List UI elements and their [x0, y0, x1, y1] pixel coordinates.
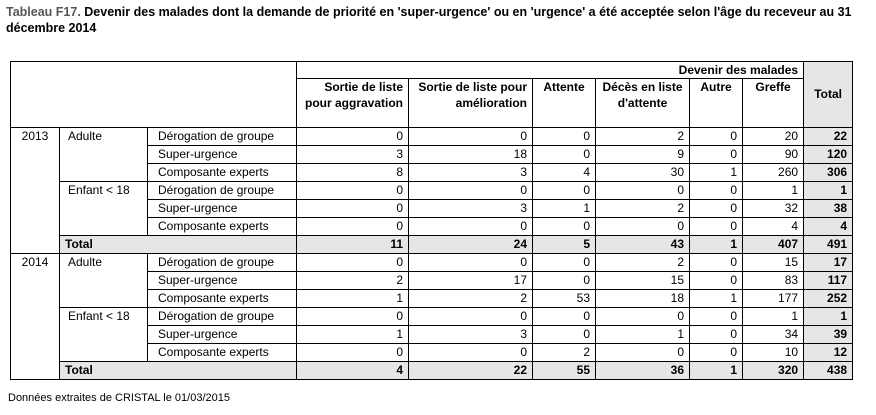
value-cell: 17 [409, 272, 533, 290]
value-cell: 1 [690, 164, 743, 182]
total-value-cell: 24 [409, 236, 533, 254]
value-cell: 0 [409, 128, 533, 146]
value-cell: 4 [743, 218, 804, 236]
grand-total-cell: 491 [804, 236, 853, 254]
row-label: Super-urgence [148, 200, 297, 218]
value-cell: 1 [297, 290, 409, 308]
row-total-cell: 4 [804, 218, 853, 236]
value-cell: 0 [690, 308, 743, 326]
table-caption: Devenir des malades dont la demande de priorité en 'super-urgence' ou en 'urgence' a été acceptée selon l'âge du receveur au 31 décembre 2014 [6, 5, 852, 35]
value-cell: 1 [596, 326, 690, 344]
row-label: Dérogation de groupe [148, 308, 297, 326]
value-cell: 0 [533, 218, 596, 236]
value-cell: 1 [533, 200, 596, 218]
row-label: Dérogation de groupe [148, 128, 297, 146]
total-value-cell: 5 [533, 236, 596, 254]
row-total-cell: 1 [804, 308, 853, 326]
row-label: Composante experts [148, 164, 297, 182]
row-total-cell: 120 [804, 146, 853, 164]
value-cell: 1 [743, 308, 804, 326]
age-group-cell: Adulte [60, 254, 148, 308]
section-total-row [11, 362, 853, 380]
total-value-cell: 1 [690, 236, 743, 254]
value-cell: 1 [743, 182, 804, 200]
row-total-cell: 17 [804, 254, 853, 272]
row-total-cell: 39 [804, 326, 853, 344]
row-total-cell: 12 [804, 344, 853, 362]
value-cell: 0 [690, 272, 743, 290]
value-cell: 8 [297, 164, 409, 182]
source-note: Données extraites de CRISTAL le 01/03/2015 [8, 392, 230, 404]
header-column: Sortie de liste pour amélioration [409, 79, 533, 128]
value-cell: 0 [297, 344, 409, 362]
grand-total-cell: 438 [804, 362, 853, 380]
row-label: Super-urgence [148, 326, 297, 344]
value-cell: 18 [596, 290, 690, 308]
value-cell: 2 [533, 344, 596, 362]
row-label: Composante experts [148, 290, 297, 308]
value-cell: 0 [409, 182, 533, 200]
value-cell: 32 [743, 200, 804, 218]
value-cell: 15 [743, 254, 804, 272]
table-row [11, 308, 853, 326]
data-table [10, 61, 853, 380]
header-column: Sortie de liste pour aggravation [297, 79, 409, 128]
value-cell: 0 [533, 254, 596, 272]
value-cell: 3 [409, 164, 533, 182]
total-value-cell: 36 [596, 362, 690, 380]
value-cell: 90 [743, 146, 804, 164]
value-cell: 1 [690, 290, 743, 308]
value-cell: 0 [690, 182, 743, 200]
value-cell: 0 [297, 218, 409, 236]
value-cell: 0 [596, 308, 690, 326]
value-cell: 3 [297, 146, 409, 164]
value-cell: 0 [690, 344, 743, 362]
value-cell: 0 [596, 218, 690, 236]
value-cell: 83 [743, 272, 804, 290]
value-cell: 0 [533, 128, 596, 146]
value-cell: 18 [409, 146, 533, 164]
value-cell: 0 [409, 344, 533, 362]
header-column: Greffe [743, 79, 804, 128]
total-value-cell: 55 [533, 362, 596, 380]
value-cell: 10 [743, 344, 804, 362]
value-cell: 3 [409, 326, 533, 344]
table-row [11, 128, 853, 146]
total-value-cell: 4 [297, 362, 409, 380]
value-cell: 0 [690, 254, 743, 272]
value-cell: 0 [297, 308, 409, 326]
value-cell: 2 [409, 290, 533, 308]
total-value-cell: 1 [690, 362, 743, 380]
total-value-cell: 22 [409, 362, 533, 380]
header-group-label: Devenir des malades [297, 62, 804, 79]
value-cell: 2 [596, 128, 690, 146]
value-cell: 1 [297, 326, 409, 344]
header-row-group [11, 62, 853, 79]
value-cell: 0 [409, 218, 533, 236]
value-cell: 20 [743, 128, 804, 146]
table-row [11, 254, 853, 272]
value-cell: 0 [297, 200, 409, 218]
value-cell: 0 [533, 326, 596, 344]
row-total-cell: 1 [804, 182, 853, 200]
total-value-cell: 320 [743, 362, 804, 380]
total-value-cell: 43 [596, 236, 690, 254]
value-cell: 15 [596, 272, 690, 290]
value-cell: 4 [533, 164, 596, 182]
table-row [11, 182, 853, 200]
row-label: Composante experts [148, 344, 297, 362]
year-cell: 2014 [11, 254, 60, 380]
value-cell: 0 [690, 146, 743, 164]
value-cell: 0 [409, 254, 533, 272]
value-cell: 9 [596, 146, 690, 164]
total-label: Total [60, 362, 297, 380]
value-cell: 0 [690, 326, 743, 344]
value-cell: 0 [690, 218, 743, 236]
value-cell: 0 [596, 344, 690, 362]
value-cell: 53 [533, 290, 596, 308]
row-label: Composante experts [148, 218, 297, 236]
value-cell: 260 [743, 164, 804, 182]
value-cell: 0 [596, 182, 690, 200]
header-total: Total [804, 62, 853, 128]
section-total-row [11, 236, 853, 254]
value-cell: 177 [743, 290, 804, 308]
value-cell: 0 [690, 200, 743, 218]
value-cell: 2 [596, 254, 690, 272]
value-cell: 2 [596, 200, 690, 218]
value-cell: 30 [596, 164, 690, 182]
header-column: Attente [533, 79, 596, 128]
header-corner [11, 62, 297, 128]
age-group-cell: Enfant < 18 [60, 182, 148, 236]
row-total-cell: 117 [804, 272, 853, 290]
value-cell: 0 [297, 128, 409, 146]
age-group-cell: Enfant < 18 [60, 308, 148, 362]
row-total-cell: 252 [804, 290, 853, 308]
value-cell: 0 [297, 254, 409, 272]
value-cell: 0 [533, 272, 596, 290]
row-label: Dérogation de groupe [148, 254, 297, 272]
row-label: Super-urgence [148, 146, 297, 164]
row-total-cell: 38 [804, 200, 853, 218]
value-cell: 0 [533, 182, 596, 200]
row-label: Super-urgence [148, 272, 297, 290]
value-cell: 3 [409, 200, 533, 218]
header-column: Autre [690, 79, 743, 128]
age-group-cell: Adulte [60, 128, 148, 182]
value-cell: 0 [690, 128, 743, 146]
table-number: Tableau F17. [6, 5, 81, 19]
header-column: Décès en liste d'attente [596, 79, 690, 128]
row-total-cell: 306 [804, 164, 853, 182]
value-cell: 0 [533, 308, 596, 326]
value-cell: 0 [297, 182, 409, 200]
value-cell: 2 [297, 272, 409, 290]
value-cell: 34 [743, 326, 804, 344]
year-cell: 2013 [11, 128, 60, 254]
value-cell: 0 [409, 308, 533, 326]
value-cell: 0 [533, 146, 596, 164]
total-value-cell: 407 [743, 236, 804, 254]
total-label: Total [60, 236, 297, 254]
table-title [6, 4, 872, 36]
row-label: Dérogation de groupe [148, 182, 297, 200]
row-total-cell: 22 [804, 128, 853, 146]
total-value-cell: 11 [297, 236, 409, 254]
